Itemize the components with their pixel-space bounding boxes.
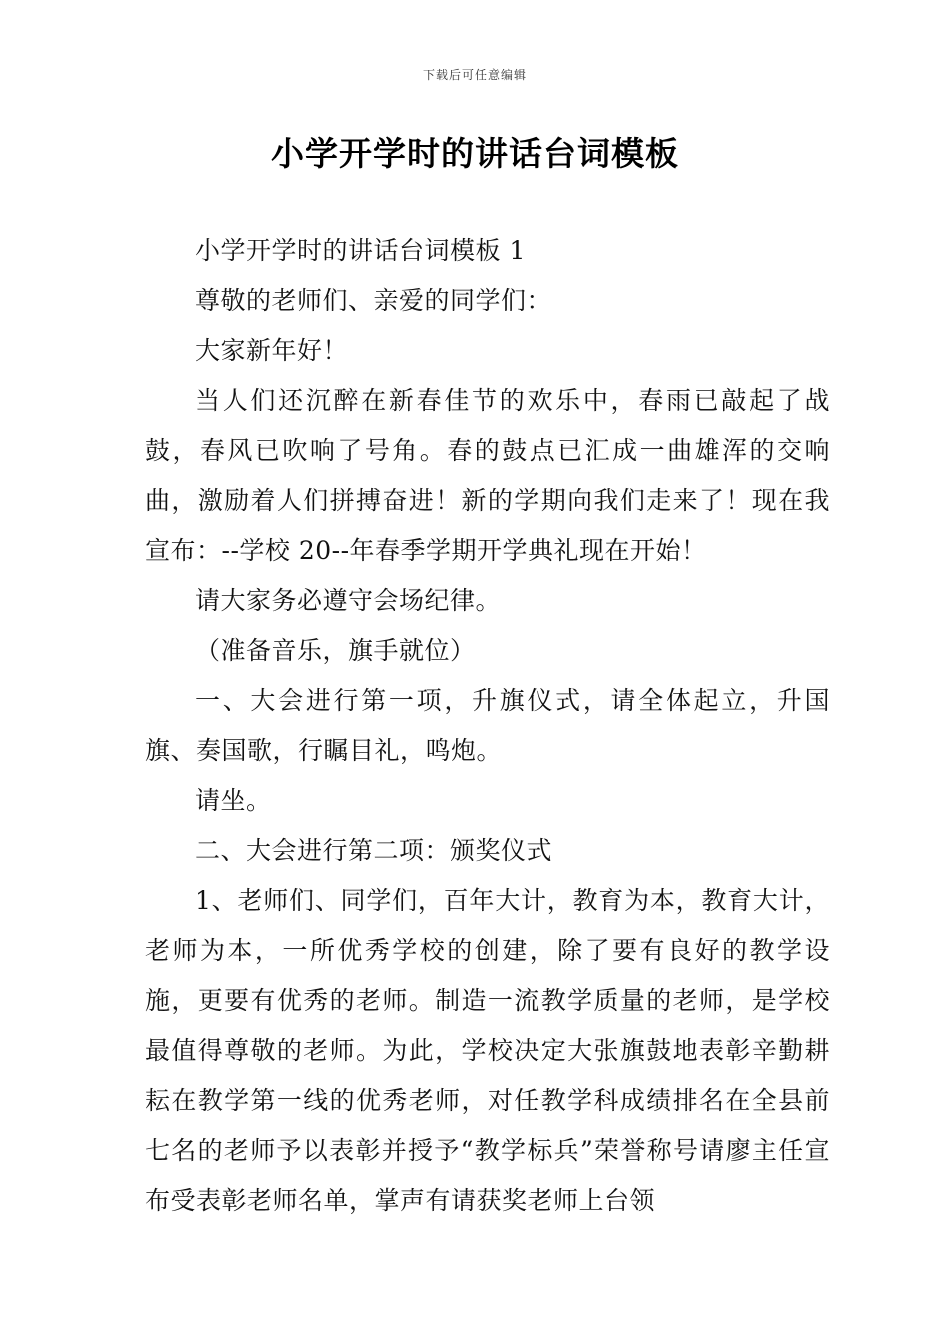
award-paragraph: 1、老师们、同学们，百年大计，教育为本，教育大计，老师为本，一所优秀学校的创建，除了要有良好的教学设施，更要有优秀的老师。制造一流教学质量的老师，是学校最值得尊敬的老师。为此，学校决定大张旗鼓地表彰辛勤耕耘在教学第一线的优秀老师，对任教学科成绩排名在全县前七名的老师予以表彰并授予“教学标兵”荣誉称号请廖主任宣布受表彰老师名单，掌声有请获奖老师上台领 [145, 886, 830, 1215]
header-note: 下载后可任意编辑 [422, 68, 527, 82]
agenda-item-2: 二、大会进行第二项：颁奖仪式 [195, 836, 553, 865]
salutation: 尊敬的老师们、亲爱的同学们： [195, 286, 553, 315]
document-title: 小学开学时的讲话台词模板 [271, 134, 679, 173]
greeting: 大家新年好！ [195, 336, 349, 365]
discipline-paragraph: 请大家务必遵守会场纪律。 [195, 586, 502, 615]
sit-down-paragraph: 请坐。 [195, 786, 272, 815]
stage-direction: （准备音乐，旗手就位） [195, 636, 476, 665]
document-body [145, 226, 830, 1226]
section-heading: 小学开学时的讲话台词模板 1 [195, 236, 526, 265]
agenda-item-1: 一、大会进行第一项，升旗仪式，请全体起立，升国旗、奏国歌，行瞩目礼，鸣炮。 [145, 686, 830, 765]
opening-paragraph: 当人们还沉醉在新春佳节的欢乐中，春雨已敲起了战鼓，春风已吹响了号角。春的鼓点已汇成一曲雄浑的交响曲，激励着人们拼搏奋进！新的学期向我们走来了！现在我宣布：--学校 20--年春季学期开学典礼现在开始！ [145, 386, 830, 565]
